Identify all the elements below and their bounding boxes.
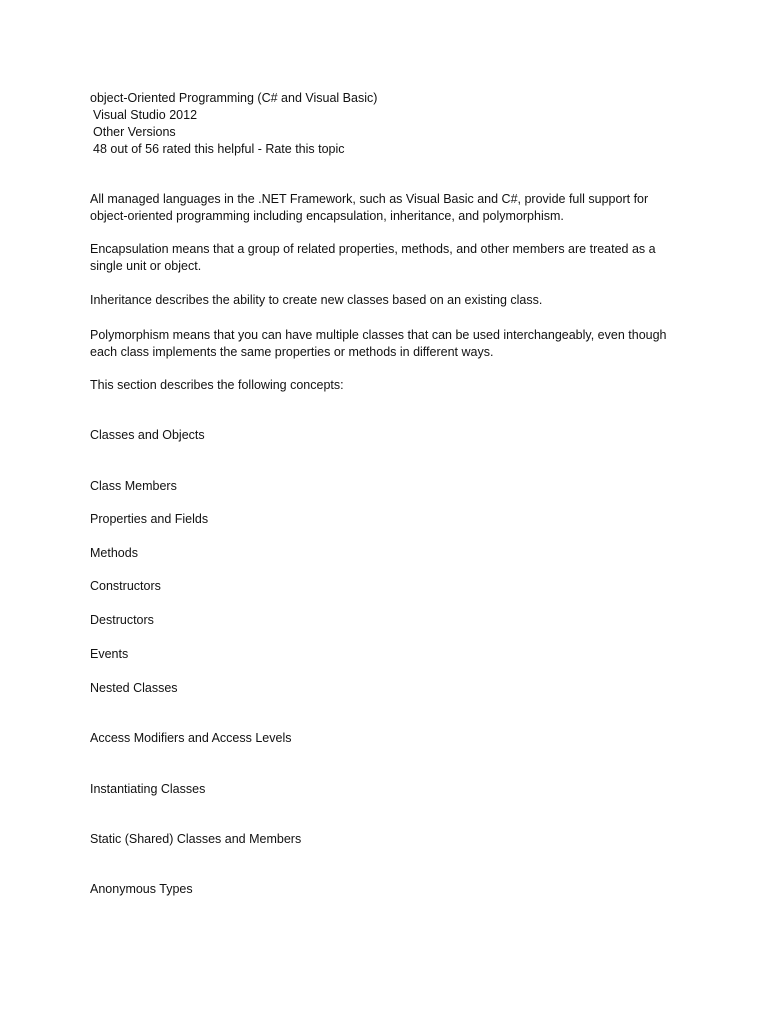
product-version: Visual Studio 2012	[93, 108, 198, 122]
intro-paragraph	[90, 191, 690, 225]
topic-properties-and-fields: Properties and Fields	[90, 512, 209, 526]
encapsulation-paragraph	[90, 241, 690, 275]
inheritance-paragraph	[90, 292, 690, 309]
topic-access-modifiers: Access Modifiers and Access Levels	[90, 731, 292, 745]
topic-instantiating-classes: Instantiating Classes	[90, 782, 206, 796]
polymorphism-paragraph	[90, 327, 690, 361]
encapsulation-line-2: single unit or object.	[90, 259, 202, 273]
topic-anonymous-types: Anonymous Types	[90, 882, 193, 896]
encapsulation-line-1: Encapsulation means that a group of related properties, methods, and other members are treated as a	[90, 242, 656, 256]
polymorphism-line-2: each class implements the same properties or methods in different ways.	[90, 345, 494, 359]
topic-destructors: Destructors	[90, 613, 154, 627]
topic-static-classes: Static (Shared) Classes and Members	[90, 832, 302, 846]
topic-classes-and-objects: Classes and Objects	[90, 428, 205, 442]
document-header	[90, 90, 690, 158]
topic-constructors: Constructors	[90, 579, 161, 593]
intro-line-1: All managed languages in the .NET Framework, such as Visual Basic and C#, provide full support for	[90, 192, 649, 206]
inheritance-line-1: Inheritance describes the ability to create new classes based on an existing class.	[90, 293, 543, 307]
topic-methods: Methods	[90, 546, 138, 560]
topic-class-members: Class Members	[90, 479, 177, 493]
intro-line-2: object-oriented programming including encapsulation, inheritance, and polymorphism.	[90, 209, 564, 223]
polymorphism-line-1: Polymorphism means that you can have multiple classes that can be used interchangeably, even though	[90, 328, 667, 342]
topic-nested-classes: Nested Classes	[90, 681, 178, 695]
section-intro	[90, 377, 690, 394]
rating-text: 48 out of 56 rated this helpful - Rate this topic	[93, 142, 345, 156]
page-title: object-Oriented Programming (C# and Visual Basic)	[90, 91, 378, 105]
topic-events: Events	[90, 647, 129, 661]
section-intro-text: This section describes the following concepts:	[90, 378, 344, 392]
other-versions-link: Other Versions	[93, 125, 176, 139]
